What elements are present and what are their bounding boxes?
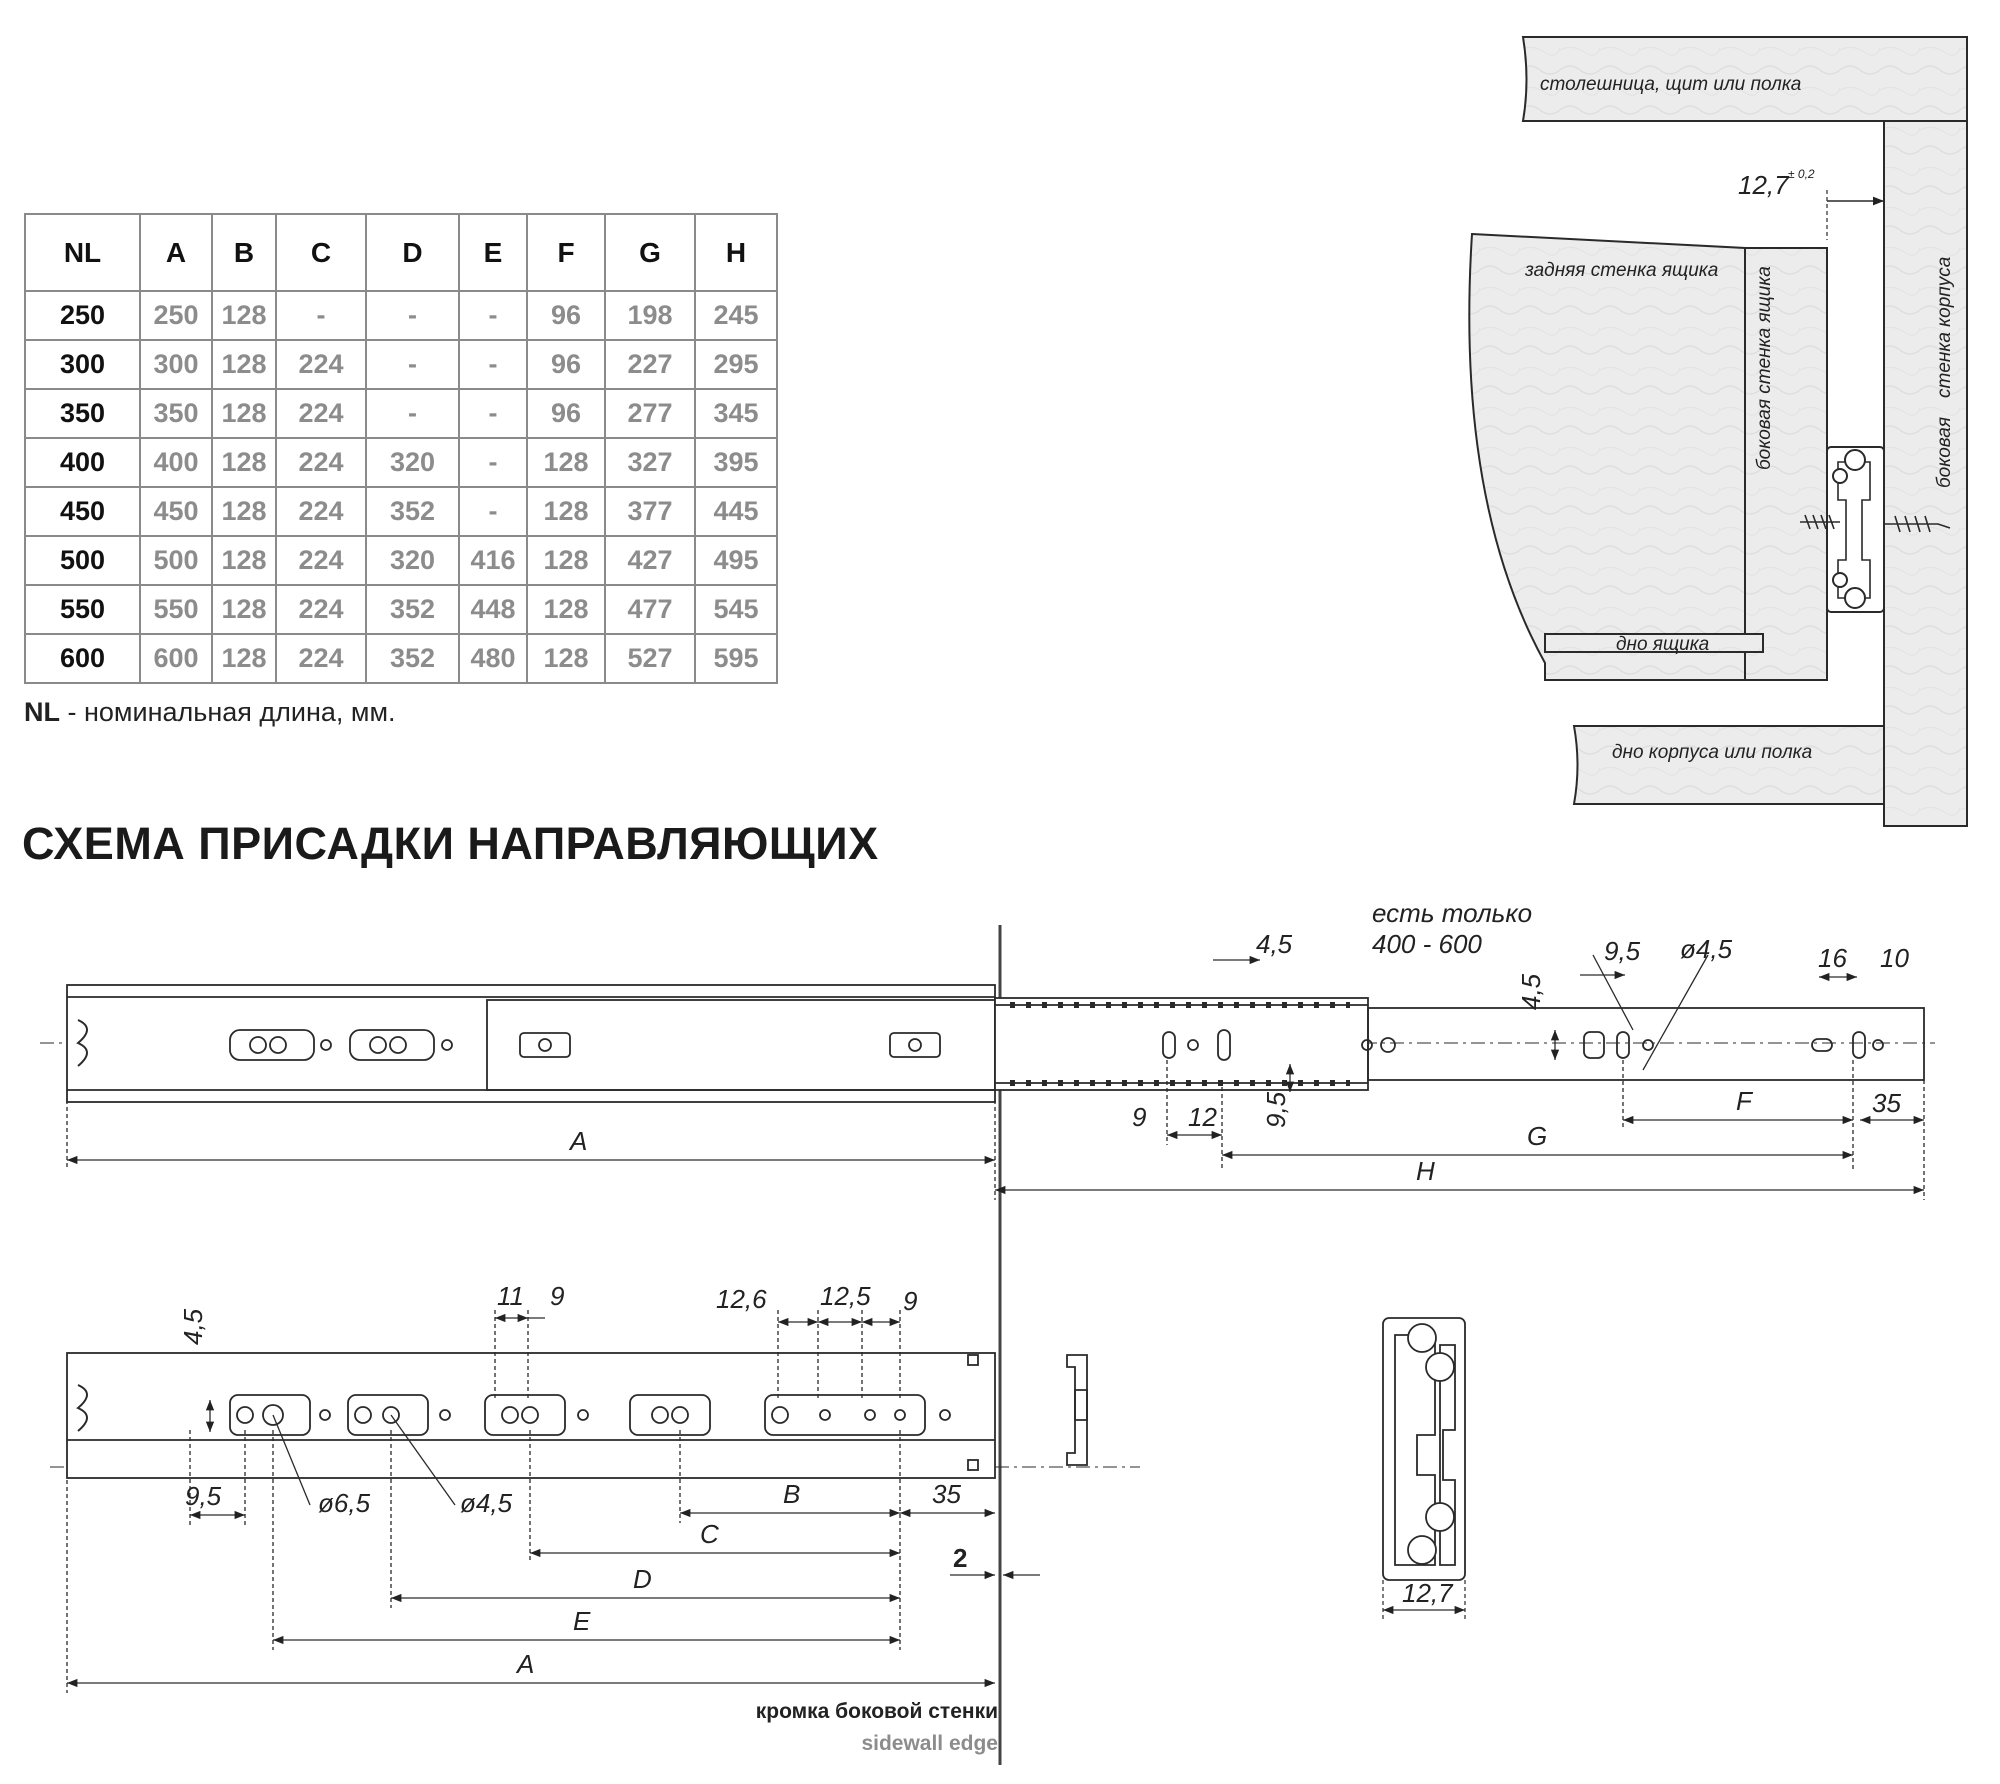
header-h: H (695, 214, 777, 291)
table-cell: 277 (605, 389, 695, 438)
table-cell: 352 (366, 634, 459, 683)
table-cell: 377 (605, 487, 695, 536)
drawer-dim-125: 12,5 (820, 1281, 871, 1311)
table-cell: - (459, 438, 527, 487)
table-cell: - (459, 487, 527, 536)
table-cell: 96 (527, 389, 605, 438)
drawer-dim-d: D (633, 1564, 652, 1594)
sidewall-edge-label-ru: кромка боковой стенки (755, 1700, 998, 1723)
table-cell: 352 (366, 487, 459, 536)
table-cell-nl: 550 (25, 585, 140, 634)
cabinet-bottom-board (1574, 726, 1884, 804)
drawer-back-wall (1469, 234, 1745, 680)
cabinet-dim-f: F (1736, 1086, 1752, 1116)
table-cell: 128 (212, 585, 276, 634)
table-cell: 320 (366, 536, 459, 585)
table-cell-nl: 500 (25, 536, 140, 585)
table-cell-nl: 450 (25, 487, 140, 536)
drawer-bottom-label: дно ящика (1616, 634, 1710, 655)
table-cell: - (459, 340, 527, 389)
drawer-dim-9: 9 (550, 1281, 565, 1311)
cabinet-dim-35: 35 (1872, 1088, 1901, 1118)
drawer-dim-11: 11 (497, 1281, 524, 1311)
drawer-side-label: боковая стенка ящика (1754, 266, 1775, 470)
cabinet-rail-drawing (40, 955, 1935, 1200)
drawer-dim-126: 12,6 (716, 1284, 767, 1314)
cabinet-dim-9: 9 (1132, 1102, 1147, 1132)
cabinet-dim-h: H (1416, 1156, 1435, 1186)
cabinet-dim-95-vertical: 9,5 (1261, 1091, 1291, 1128)
drawer-hole-65: ø6,5 (318, 1488, 371, 1518)
header-f: F (527, 214, 605, 291)
table-cell: 128 (212, 634, 276, 683)
table-cell: 300 (140, 340, 212, 389)
cabinet-side-label-1: боковая (1934, 416, 1955, 488)
table-cell: - (366, 340, 459, 389)
header-c: C (276, 214, 366, 291)
table-cell: 128 (527, 487, 605, 536)
table-cell: 500 (140, 536, 212, 585)
table-cell: 224 (276, 438, 366, 487)
table-cell: 224 (276, 634, 366, 683)
bearing-ball-bottom (1845, 588, 1865, 608)
cabinet-dim-45: 4,5 (1256, 929, 1293, 959)
table-cell: 128 (212, 389, 276, 438)
drawer-dim-45-vertical: 4,5 (178, 1308, 208, 1345)
table-cell: 245 (695, 291, 777, 340)
table-cell: 128 (527, 438, 605, 487)
table-cell: 345 (695, 389, 777, 438)
table-cell: 295 (695, 340, 777, 389)
drawer-dim-9b: 9 (903, 1286, 918, 1316)
table-cell: 495 (695, 536, 777, 585)
table-cell: 445 (695, 487, 777, 536)
table-cell: 224 (276, 585, 366, 634)
table-cell: 545 (695, 585, 777, 634)
cabinet-dim-a: A (570, 1126, 588, 1156)
drawer-dim-35: 35 (932, 1479, 961, 1509)
table-cell: 400 (140, 438, 212, 487)
table-cell: 450 (140, 487, 212, 536)
table-cell: 427 (605, 536, 695, 585)
table-cell-nl: 600 (25, 634, 140, 683)
table-cell: 128 (527, 634, 605, 683)
drawer-dim-e: E (573, 1606, 591, 1636)
cabinet-section-view (1469, 37, 1967, 826)
table-cell: 600 (140, 634, 212, 683)
table-cell: 395 (695, 438, 777, 487)
table-cell: 96 (527, 340, 605, 389)
table-cell: 198 (605, 291, 695, 340)
outer-rail-body (67, 985, 995, 1102)
drawer-dim-95: 9,5 (185, 1481, 222, 1511)
legend-text: - номинальная длина, мм. (60, 697, 396, 727)
drawer-hole-45: ø4,5 (460, 1488, 513, 1518)
drawer-dim-c: C (700, 1519, 719, 1549)
bearing-ball-top (1845, 450, 1865, 470)
drawer-dim-a: A (517, 1649, 535, 1679)
table-cell: 448 (459, 585, 527, 634)
note-line-2: 400 - 600 (1372, 929, 1482, 959)
table-cell: 480 (459, 634, 527, 683)
table-cell: 320 (366, 438, 459, 487)
cabinet-dim-g: G (1527, 1121, 1548, 1151)
gap-dimension: 12,7 (1738, 170, 1789, 200)
extension-rail-body (995, 998, 1368, 1090)
table-cell: 350 (140, 389, 212, 438)
table-cell: - (459, 291, 527, 340)
drawer-dim-b: B (783, 1479, 801, 1509)
table-cell-nl: 400 (25, 438, 140, 487)
table-cell-nl: 350 (25, 389, 140, 438)
table-cell: 128 (527, 585, 605, 634)
cabinet-dim-10: 10 (1880, 943, 1909, 973)
table-cell: 477 (605, 585, 695, 634)
table-cell: - (366, 389, 459, 438)
cabinet-bottom-label: дно корпуса или полка (1612, 742, 1813, 763)
note-line-1: есть только (1372, 898, 1533, 928)
drawer-rail-body (67, 1353, 995, 1478)
table-cell: 128 (212, 340, 276, 389)
header-g: G (605, 214, 695, 291)
rail-tail (1368, 1008, 1924, 1080)
table-cell: 128 (212, 487, 276, 536)
table-cell: 128 (212, 291, 276, 340)
table-cell: 224 (276, 487, 366, 536)
cabinet-dim-12: 12 (1188, 1102, 1217, 1132)
legend-term: NL (24, 697, 60, 727)
cabinet-dim-95: 9,5 (1604, 936, 1641, 966)
header-d: D (366, 214, 459, 291)
rail-profile-section (1383, 1318, 1465, 1620)
table-cell: 595 (695, 634, 777, 683)
table-cell-nl: 300 (25, 340, 140, 389)
cabinet-dim-16: 16 (1818, 943, 1847, 973)
cabinet-dim-45-vertical: 4,5 (1516, 973, 1546, 1010)
table-cell: 224 (276, 536, 366, 585)
table-cell: - (459, 389, 527, 438)
countertop-label: столешница, щит или полка (1540, 74, 1802, 95)
profile-width: 12,7 (1402, 1578, 1453, 1608)
page-title: СХЕМА ПРИСАДКИ НАПРАВЛЯЮЩИХ (22, 818, 879, 869)
gap-tolerance: ± 0,2 (1788, 167, 1815, 181)
sidewall-gap: 2 (953, 1543, 968, 1573)
header-nl: NL (25, 214, 140, 291)
table-cell: 128 (212, 536, 276, 585)
header-a: A (140, 214, 212, 291)
table-cell: 527 (605, 634, 695, 683)
back-wall-label: задняя стенка ящика (1525, 260, 1719, 281)
table-cell-nl: 250 (25, 291, 140, 340)
table-cell: 250 (140, 291, 212, 340)
header-b: B (212, 214, 276, 291)
rail-end-profile (1067, 1355, 1087, 1465)
table-cell: 416 (459, 536, 527, 585)
table-cell: 224 (276, 340, 366, 389)
cabinet-hole-45: ø4,5 (1680, 934, 1733, 964)
table-cell: 227 (605, 340, 695, 389)
table-cell: 96 (527, 291, 605, 340)
header-e: E (459, 214, 527, 291)
table-cell: 550 (140, 585, 212, 634)
cabinet-side-label-2: стенка корпуса (1934, 256, 1955, 398)
table-cell: - (366, 291, 459, 340)
table-cell: 352 (366, 585, 459, 634)
table-cell: 327 (605, 438, 695, 487)
sidewall-edge-label-en: sidewall edge (861, 1732, 998, 1755)
table-cell: 128 (212, 438, 276, 487)
table-cell: 128 (527, 536, 605, 585)
table-cell: 224 (276, 389, 366, 438)
table-cell: - (276, 291, 366, 340)
